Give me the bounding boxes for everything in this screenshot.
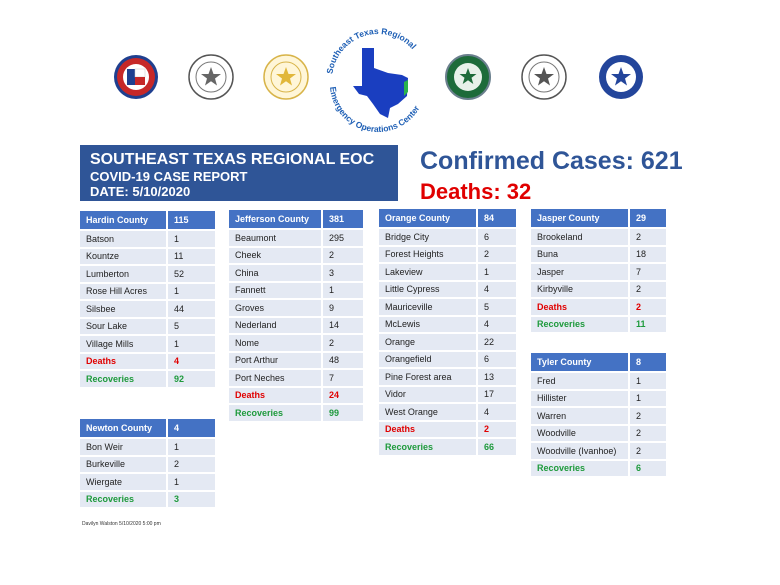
county-name: Jefferson County (229, 210, 321, 230)
case-count: 11 (166, 249, 215, 267)
place-name: Nederland (229, 318, 321, 336)
deaths-row (379, 422, 516, 440)
table-row (379, 317, 516, 335)
county-header-row (229, 210, 363, 230)
place-name: Brookeland (531, 229, 628, 247)
table-row (80, 284, 215, 302)
case-count: 1 (166, 474, 215, 492)
table-row (80, 249, 215, 267)
case-count: 2 (628, 229, 666, 247)
table-row (531, 408, 666, 426)
county-name: Hardin County (80, 211, 166, 231)
case-count: 1 (321, 283, 363, 301)
place-name: Mauriceville (379, 299, 476, 317)
case-count: 44 (166, 301, 215, 319)
place-name: Pine Forest area (379, 369, 476, 387)
place-name: Woodville (Ivanhoe) (531, 443, 628, 461)
tyler-county-seal (598, 54, 644, 100)
case-count: 2 (628, 443, 666, 461)
table-row (229, 370, 363, 388)
place-name: Orange (379, 334, 476, 352)
confirmed-cases-total: Confirmed Cases: 621 (420, 147, 683, 175)
orange-county-table (379, 209, 516, 457)
case-count: 1 (166, 439, 215, 457)
case-count: 4 (476, 404, 516, 422)
case-count: 295 (321, 230, 363, 248)
table-row (379, 264, 516, 282)
case-count: 5 (166, 319, 215, 337)
county-name: Orange County (379, 209, 476, 229)
table-row (531, 229, 666, 247)
case-count: 66 (476, 439, 516, 457)
table-row (379, 247, 516, 265)
recoveries-row (531, 461, 666, 479)
table-row (379, 387, 516, 405)
place-name: Beaumont (229, 230, 321, 248)
case-count: 5 (476, 299, 516, 317)
place-name: Recoveries (80, 371, 166, 389)
case-count: 24 (321, 388, 363, 406)
county-total: 381 (321, 210, 363, 230)
report-subtitle: COVID-19 CASE REPORT (90, 169, 248, 184)
case-count: 3 (166, 492, 215, 510)
case-count: 18 (628, 247, 666, 265)
county-total: 4 (166, 419, 215, 439)
case-count: 99 (321, 405, 363, 423)
place-name: Orangefield (379, 352, 476, 370)
place-name: Port Arthur (229, 353, 321, 371)
place-name: Sour Lake (80, 319, 166, 337)
jefferson-county-seal (263, 54, 309, 100)
place-name: Batson (80, 231, 166, 249)
county-header-row (531, 209, 666, 229)
place-name: Little Cypress (379, 282, 476, 300)
case-count: 1 (476, 264, 516, 282)
place-name: Hillister (531, 391, 628, 409)
case-count: 7 (321, 370, 363, 388)
table-row (229, 230, 363, 248)
county-header-row (80, 419, 215, 439)
place-name: Cheek (229, 248, 321, 266)
table-row (531, 247, 666, 265)
place-name: McLewis (379, 317, 476, 335)
county-header-row (531, 353, 666, 373)
table-row (531, 391, 666, 409)
table-row (379, 352, 516, 370)
case-count: 2 (476, 247, 516, 265)
case-count: 4 (476, 317, 516, 335)
table-row (379, 299, 516, 317)
tyler-county-table (531, 353, 666, 478)
hardin-county-table (80, 211, 215, 389)
county-total: 8 (628, 353, 666, 373)
table-row (379, 334, 516, 352)
place-name: Woodville (531, 426, 628, 444)
place-name: Recoveries (80, 492, 166, 510)
place-name: Recoveries (531, 461, 628, 479)
place-name: Recoveries (531, 317, 628, 335)
place-name: Bridge City (379, 229, 476, 247)
table-row (379, 282, 516, 300)
case-count: 52 (166, 266, 215, 284)
place-name: Kountze (80, 249, 166, 267)
place-name: Lumberton (80, 266, 166, 284)
case-count: 3 (321, 265, 363, 283)
case-count: 9 (321, 300, 363, 318)
county-total: 115 (166, 211, 215, 231)
case-count: 1 (628, 373, 666, 391)
eoc-logo (318, 18, 438, 138)
report-title: SOUTHEAST TEXAS REGIONAL EOC (90, 151, 375, 168)
place-name: Fannett (229, 283, 321, 301)
table-row (531, 373, 666, 391)
table-row (229, 353, 363, 371)
table-row (80, 474, 215, 492)
table-row (80, 266, 215, 284)
case-count: 2 (321, 248, 363, 266)
recoveries-row (80, 371, 215, 389)
place-name: Fred (531, 373, 628, 391)
case-count: 14 (321, 318, 363, 336)
orange-county-seal (521, 54, 567, 100)
place-name: Nome (229, 335, 321, 353)
jefferson-county-table (229, 210, 363, 423)
county-name: Jasper County (531, 209, 628, 229)
place-name: Wiergate (80, 474, 166, 492)
case-count: 22 (476, 334, 516, 352)
case-count: 2 (628, 408, 666, 426)
case-count: 2 (628, 426, 666, 444)
table-row (80, 319, 215, 337)
place-name: China (229, 265, 321, 283)
place-name: Rose Hill Acres (80, 284, 166, 302)
table-row (531, 443, 666, 461)
case-count: 1 (166, 336, 215, 354)
place-name: Village Mills (80, 336, 166, 354)
case-count: 1 (166, 284, 215, 302)
place-name: Silsbee (80, 301, 166, 319)
deaths-row (229, 388, 363, 406)
jasper-county-seal (445, 54, 491, 100)
county-name: Newton County (80, 419, 166, 439)
case-count: 92 (166, 371, 215, 389)
county-name: Tyler County (531, 353, 628, 373)
newton-county-seal (188, 54, 234, 100)
table-row (531, 426, 666, 444)
case-count: 13 (476, 369, 516, 387)
case-count: 17 (476, 387, 516, 405)
case-count: 6 (476, 229, 516, 247)
table-row (229, 248, 363, 266)
case-count: 2 (166, 457, 215, 475)
table-row (531, 282, 666, 300)
svg-text:Emergency Operations Center: Emergency Operations Center (328, 85, 422, 135)
place-name: West Orange (379, 404, 476, 422)
table-row (229, 335, 363, 353)
county-header-row (80, 211, 215, 231)
table-row (379, 369, 516, 387)
table-row (379, 404, 516, 422)
place-name: Kirbyville (531, 282, 628, 300)
place-name: Deaths (531, 299, 628, 317)
table-row (80, 457, 215, 475)
county-total: 29 (628, 209, 666, 229)
place-name: Jasper (531, 264, 628, 282)
recoveries-row (229, 405, 363, 423)
place-name: Deaths (80, 354, 166, 372)
table-row (379, 229, 516, 247)
county-header-row (379, 209, 516, 229)
svg-text:Southeast Texas Regional: Southeast Texas Regional (324, 25, 419, 75)
table-row (229, 265, 363, 283)
table-row (80, 301, 215, 319)
recoveries-row (80, 492, 215, 510)
case-count: 6 (628, 461, 666, 479)
case-count: 2 (628, 282, 666, 300)
deaths-total: Deaths: 32 (420, 179, 532, 204)
place-name: Bon Weir (80, 439, 166, 457)
southeast-texas-red-seal (113, 54, 159, 100)
deaths-row (531, 299, 666, 317)
place-name: Burkeville (80, 457, 166, 475)
table-row (229, 283, 363, 301)
table-row (531, 264, 666, 282)
place-name: Recoveries (379, 439, 476, 457)
report-date: DATE: 5/10/2020 (90, 184, 191, 199)
table-row (80, 231, 215, 249)
case-count: 48 (321, 353, 363, 371)
case-count: 6 (476, 352, 516, 370)
place-name: Vidor (379, 387, 476, 405)
case-count: 2 (321, 335, 363, 353)
newton-county-table (80, 419, 215, 509)
place-name: Warren (531, 408, 628, 426)
case-count: 4 (166, 354, 215, 372)
case-count: 2 (628, 299, 666, 317)
case-count: 7 (628, 264, 666, 282)
jasper-county-table (531, 209, 666, 334)
recoveries-row (379, 439, 516, 457)
place-name: Recoveries (229, 405, 321, 423)
report-author-note: Davilyn Walston 5/10/2020 5:00 pm (82, 521, 161, 527)
recoveries-row (531, 317, 666, 335)
place-name: Buna (531, 247, 628, 265)
table-row (80, 336, 215, 354)
report-header (80, 145, 398, 201)
place-name: Deaths (229, 388, 321, 406)
case-count: 2 (476, 422, 516, 440)
place-name: Groves (229, 300, 321, 318)
place-name: Deaths (379, 422, 476, 440)
deaths-row (80, 354, 215, 372)
place-name: Forest Heights (379, 247, 476, 265)
place-name: Lakeview (379, 264, 476, 282)
table-row (80, 439, 215, 457)
table-row (229, 300, 363, 318)
case-count: 1 (166, 231, 215, 249)
place-name: Port Neches (229, 370, 321, 388)
case-count: 1 (628, 391, 666, 409)
case-count: 11 (628, 317, 666, 335)
case-count: 4 (476, 282, 516, 300)
table-row (229, 318, 363, 336)
county-total: 84 (476, 209, 516, 229)
